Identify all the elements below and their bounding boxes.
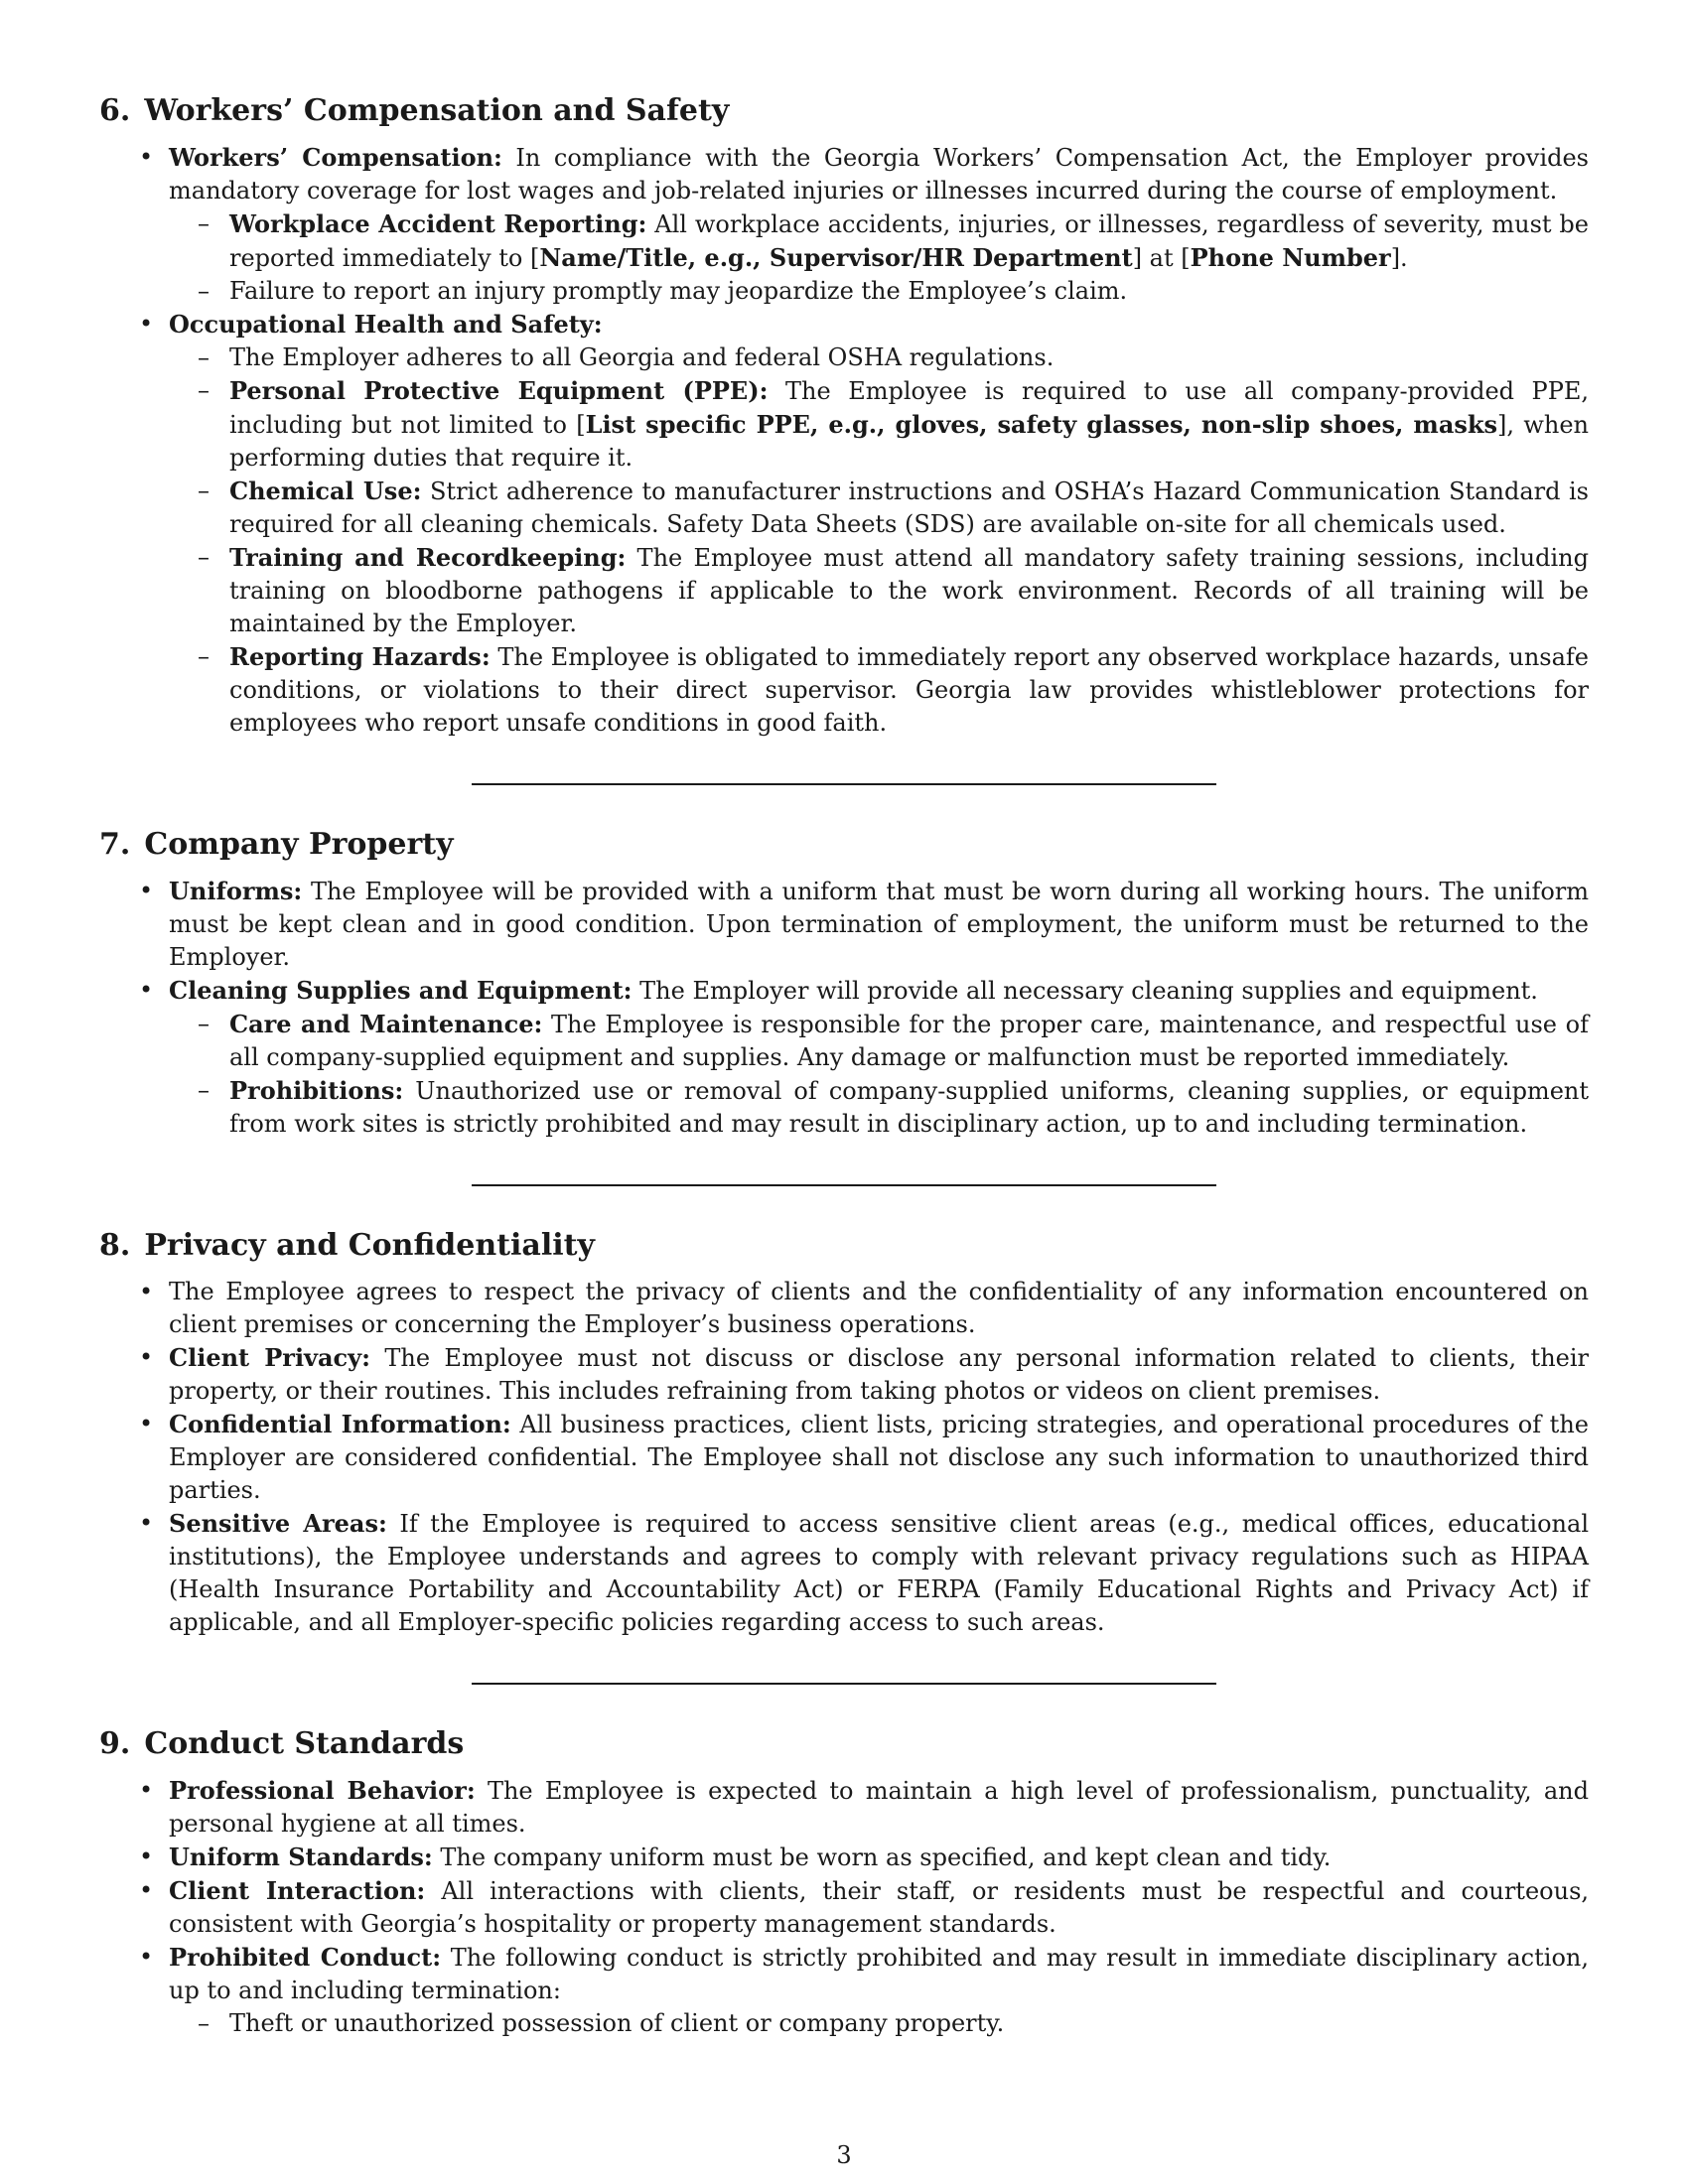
section-conduct-standards: [99, 1724, 1589, 2040]
list-item: • Sensitive Areas: If the Employee is required to access sensitive client areas (e.g., medical offices, educational institutions), the Employee understands and agrees to comply with relevant privacy regulations such as HIPAA (Health Insurance Portability and Accountability Act) or FERPA (Family Educational Rights and Privacy Act) if applicable, and all Employer-specific policies regarding access to such areas.: [99, 1507, 1589, 1639]
sub-list: [169, 207, 1589, 308]
list-item: • Client Interaction: All interactions with clients, their staff, or residents must be respectful and courteous, consistent with Georgia’s hospitality or property management standards.: [99, 1874, 1589, 1941]
document-page: [99, 91, 1589, 2040]
list-item: • Occupational Health and Safety: – The Employer adheres to all Georgia and federal OSHA regulations. – Personal Protective Equipment (PPE): The Employee is required to use all company-provided PPE, including but not limited to [List specific PPE, e.g., gloves, safety glasses, non-slip shoes, masks], when performing duties that require it. – Chemical Use: Strict adherence to manufacturer instructions and OSHA’s Hazard Communication Standard is required for all cleaning chemicals. Safety Data Sheets (SDS) are available on-site for all chemicals used. – Training and Recordkeeping: The Employee must attend all mandatory safety training sessions, including training on bloodborne pathogens if applicable to the work environment. Records of all training will be maintained by the Employer. – Reporting Hazards: The Employee is obligated to immediately report any observed workplace hazards, unsafe conditions, or violations to their direct supervisor. Georgia law provides whistleblower protections for employees who report unsafe conditions in good faith.: [99, 308, 1589, 740]
section-heading: 9. Conduct Standards: [99, 1726, 465, 1761]
section-privacy-confidentiality: [99, 1226, 1589, 1639]
list-item: • Cleaning Supplies and Equipment: The Employer will provide all necessary cleaning supplies and equipment. – Care and Maintenance: The Employee is responsible for the proper care, maintenance, and respectful use of all company-supplied equipment and supplies. Any damage or malfunction must be reported immediately. – Prohibitions: Unauthorized use or removal of company-supplied uniforms, cleaning supplies, or equipment from work sites is strictly prohibited and may result in disciplinary action, up to and including termination.: [99, 974, 1589, 1141]
list-item: • The Employee agrees to respect the privacy of clients and the confidentiality of any information encountered on client premises or concerning the Employer’s business operations.: [99, 1276, 1589, 1341]
section-workers-compensation: [99, 91, 1589, 740]
sub-list-item: – Workplace Accident Reporting: All workplace accidents, injuries, or illnesses, regardless of severity, must be reported immediately to [Name/Title, e.g., Supervisor/HR Department] at [Phone Number].: [169, 207, 1589, 275]
sub-list-item: – Failure to report an injury promptly may jeopardize the Employee’s claim.: [169, 275, 1589, 308]
list-item: • Workers’ Compensation: In compliance with the Georgia Workers’ Compensation Act, the Employer provides mandatory coverage for lost wages and job-related injuries or illnesses incurred during the course of employment. – Workplace Accident Reporting: All workplace accidents, injuries, or illnesses, regardless of severity, must be reported immediately to [Name/Title, e.g., Supervisor/HR Department] at [Phone Number]. – Failure to report an injury promptly may jeopardize the Employee’s claim.: [99, 141, 1589, 308]
sub-list-item: – Care and Maintenance: The Employee is responsible for the proper care, maintenance, and respectful use of all company-supplied equipment and supplies. Any damage or malfunction must be reported immediately.: [169, 1008, 1589, 1074]
bullet-list: [99, 1774, 1589, 2040]
bullet-list: [99, 1276, 1589, 1639]
sub-list: [169, 341, 1589, 740]
list-item: • Professional Behavior: The Employee is expected to maintain a high level of professionalism, punctuality, and personal hygiene at all times.: [99, 1774, 1589, 1841]
bullet-list: [99, 141, 1589, 740]
section-heading: 8. Privacy and Confidentiality: [99, 1228, 595, 1263]
sub-list-item: – Prohibitions: Unauthorized use or removal of company-supplied uniforms, cleaning supplies, or equipment from work sites is strictly prohibited and may result in disciplinary action, up to and including termination.: [169, 1074, 1589, 1141]
sub-list-item: – Personal Protective Equipment (PPE): The Employee is required to use all company-provided PPE, including but not limited to [List specific PPE, e.g., gloves, safety glasses, non-slip shoes, masks], when performing duties that require it.: [169, 374, 1589, 475]
sub-list: [169, 1008, 1589, 1141]
section-heading: 6. Workers’ Compensation and Safety: [99, 93, 730, 128]
sub-list: [169, 2007, 1589, 2040]
list-item: • Uniforms: The Employee will be provided with a uniform that must be worn during all working hours. The uniform must be kept clean and in good condition. Upon termination of employment, the uniform must be returned to the Employer.: [99, 875, 1589, 974]
sub-list-item: – Theft or unauthorized possession of client or company property.: [169, 2007, 1589, 2040]
list-item: • Client Privacy: The Employee must not discuss or disclose any personal information related to clients, their property, or their routines. This includes refraining from taking photos or videos on client premises.: [99, 1341, 1589, 1408]
sub-list-item: – Training and Recordkeeping: The Employee must attend all mandatory safety training sessions, including training on bloodborne pathogens if applicable to the work environment. Records of all training will be maintained by the Employer.: [169, 541, 1589, 640]
section-heading: 7. Company Property: [99, 827, 454, 862]
list-item: • Confidential Information: All business practices, client lists, pricing strategies, and operational procedures of the Employer are considered confidential. The Employee shall not disclose any such information to unauthorized third parties.: [99, 1408, 1589, 1507]
page-number: 3: [836, 2141, 852, 2169]
sub-list-item: – Reporting Hazards: The Employee is obligated to immediately report any observed workplace hazards, unsafe conditions, or violations to their direct supervisor. Georgia law provides whistleblower protections for employees who report unsafe conditions in good faith.: [169, 640, 1589, 740]
sub-list-item: – Chemical Use: Strict adherence to manufacturer instructions and OSHA’s Hazard Communication Standard is required for all cleaning chemicals. Safety Data Sheets (SDS) are available on-site for all chemicals used.: [169, 475, 1589, 541]
bullet-list: [99, 875, 1589, 1141]
list-item: • Uniform Standards: The company uniform must be worn as specified, and kept clean and tidy.: [99, 1841, 1589, 1874]
list-item: • Prohibited Conduct: The following conduct is strictly prohibited and may result in immediate disciplinary action, up to and including termination: – Theft or unauthorized possession of client or company property.: [99, 1941, 1589, 2040]
sub-list-item: – The Employer adheres to all Georgia and federal OSHA regulations.: [169, 341, 1589, 374]
section-company-property: [99, 825, 1589, 1141]
